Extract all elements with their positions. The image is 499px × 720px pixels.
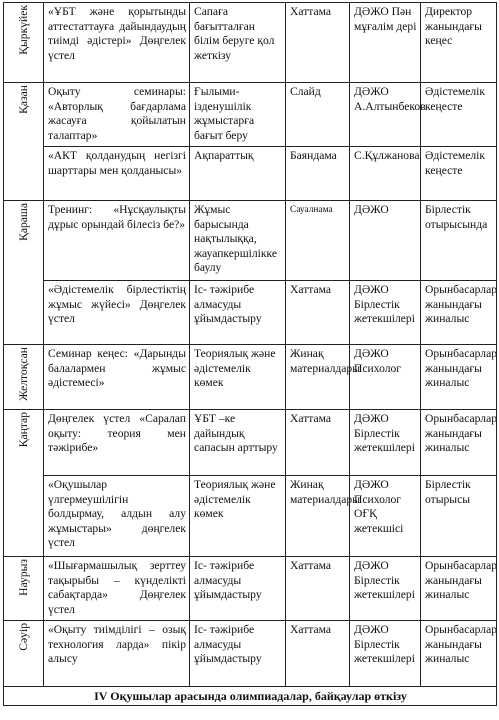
month-label: Қыркүйек <box>16 5 30 55</box>
responsible-cell: С.Құлжанова <box>350 147 421 201</box>
goal-cell: Іс- тәжірибе алмасуды ұйымдастыру <box>190 281 286 345</box>
month-label: Қазан <box>16 85 30 114</box>
month-cell <box>4 621 44 687</box>
month-cell <box>4 83 44 201</box>
form-cell: Слайд <box>286 83 350 147</box>
form-cell: Сауалнама <box>286 201 350 281</box>
table-row <box>4 410 497 476</box>
form-cell: Хаттама <box>286 621 350 687</box>
topic-cell: Оқыту семинары: «Авторлық бағдарлама жасауға қойылатын талаптар» <box>44 83 190 147</box>
month-label: Сәуір <box>16 623 30 651</box>
form-cell: Хаттама <box>286 557 350 621</box>
responsible-cell: ДӘЖО Психолог <box>350 345 421 410</box>
table-row <box>4 621 497 687</box>
form-cell: Хаттама <box>286 410 350 476</box>
table-row <box>4 83 497 147</box>
goal-cell: Іс- тәжірибе алмасуды ұйымдастыру <box>190 557 286 621</box>
topic-cell: «Әдістемелік бірлестіктің жұмыс жүйесі» Дөңгелек үстел <box>44 281 190 345</box>
where-cell: Әдістемелік кеңесте <box>421 147 497 201</box>
responsible-cell: ДӘЖО Бірлестік жетекшілері <box>350 557 421 621</box>
methodical-plan-table <box>3 2 497 706</box>
goal-cell: Жұмыс барысында нақтылыққа, жауапкершілікке баулу <box>190 201 286 281</box>
month-label: Желтоқсан <box>16 347 30 401</box>
month-cell <box>4 557 44 621</box>
where-cell: Бірлестік отырысында <box>421 201 497 281</box>
responsible-cell: ДӘЖО Пән мұғалім дері <box>350 3 421 83</box>
topic-cell: «Оқыту тиімділігі – озық технология ларда» пікір алысу <box>44 621 190 687</box>
section-heading: IV Оқушылар арасында олимпиадалар, байқаулар өткізу <box>4 687 497 706</box>
month-cell <box>4 201 44 345</box>
table-row <box>4 557 497 621</box>
where-cell: Орынбасарлар жанындағы жиналыс <box>421 410 497 476</box>
goal-cell: Теориялық және әдістемелік көмек <box>190 476 286 557</box>
table-row <box>4 281 497 345</box>
month-label: Қаңтар <box>16 412 30 448</box>
responsible-cell: ДӘЖО <box>350 201 421 281</box>
topic-cell: «АКТ қолданудың негізгі шарттары мен қолданысы» <box>44 147 190 201</box>
topic-cell: Дөңгелек үстел «Саралап оқыту: теория мен тәжірибе» <box>44 410 190 476</box>
where-cell: Орынбасарлар жанындағы жиналыс <box>421 621 497 687</box>
month-label: Қараша <box>16 203 30 241</box>
table-row <box>4 476 497 557</box>
topic-cell: «Оқушылар үлгермеушілігін болдырмау, алдын алу жұмыстары» дөңгелек үстел <box>44 476 190 557</box>
responsible-cell: ДӘЖО Психолог ОҒҚ жетекшісі <box>350 476 421 557</box>
form-cell: Хаттама <box>286 3 350 83</box>
where-cell: Орынбасарлар жанындағы жиналыс <box>421 345 497 410</box>
responsible-cell: ДӘЖО Бірлестік жетекшілері <box>350 621 421 687</box>
form-cell: Баяндама <box>286 147 350 201</box>
goal-cell: Сапаға бағытталған білім беруге қол жеткізу <box>190 3 286 83</box>
goal-cell: Теориялық және әдістемелік көмек <box>190 345 286 410</box>
where-cell: Әдістемелік кеңесте <box>421 83 497 147</box>
responsible-cell: ДӘЖО Бірлестік жетекшілері <box>350 410 421 476</box>
responsible-cell: ДӘЖО А.Алтынбеков <box>350 83 421 147</box>
responsible-cell: ДӘЖО Бірлестік жетекшілері <box>350 281 421 345</box>
form-cell: Хаттама <box>286 281 350 345</box>
topic-cell: Тренинг: «Нұсқаулықты дұрыс орындай білесіз бе?» <box>44 201 190 281</box>
section-heading-row <box>4 687 497 706</box>
goal-cell: ҰБТ –ке дайындық сапасын арттыру <box>190 410 286 476</box>
topic-cell: «ҰБТ және қорытынды аттестаттауға дайындаудың тиімді әдістері» Дөңгелек үстел <box>44 3 190 83</box>
goal-cell: Ақпараттық <box>190 147 286 201</box>
month-cell <box>4 345 44 410</box>
month-cell <box>4 410 44 557</box>
month-cell <box>4 3 44 83</box>
form-cell: Жинақ материалдары <box>286 345 350 410</box>
where-cell: Орынбасарлар жанындағы жиналыс <box>421 557 497 621</box>
table-row <box>4 3 497 83</box>
where-cell: Директор жанындағы кеңес <box>421 3 497 83</box>
month-label: Наурыз <box>16 559 30 596</box>
form-cell: Жинақ материалдары <box>286 476 350 557</box>
goal-cell: Іс- тәжірибе алмасуды ұйымдастыру <box>190 621 286 687</box>
topic-cell: Семинар кеңес: «Дарынды балалармен жұмыс әдістемесі» <box>44 345 190 410</box>
goal-cell: Ғылыми-ізденушілік жұмыстарға бағыт беру <box>190 83 286 147</box>
table-row <box>4 201 497 281</box>
where-cell: Орынбасарлар жанындағы жиналыс <box>421 281 497 345</box>
topic-cell: «Шығармашылық зерттеу тақырыбы – күнделікті сабақтарда» Дөңгелек үстел <box>44 557 190 621</box>
table-row <box>4 147 497 201</box>
where-cell: Бірлестік отырысы <box>421 476 497 557</box>
table-row <box>4 345 497 410</box>
